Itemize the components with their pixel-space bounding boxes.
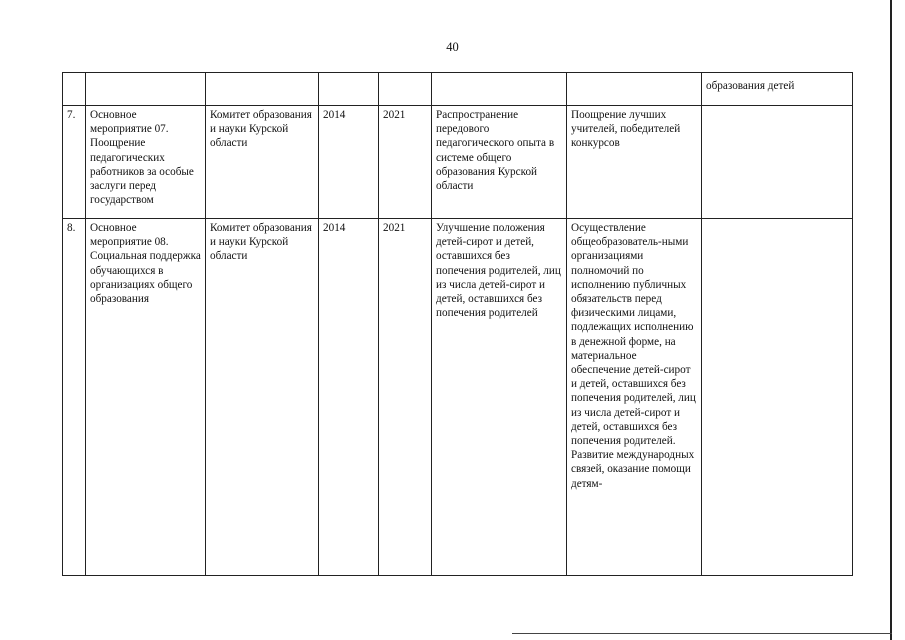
table-row [63, 219, 853, 576]
page-number: 40 [446, 40, 459, 54]
header-cell [86, 73, 206, 106]
start-year: 2014 [319, 106, 379, 219]
header-cell [319, 73, 379, 106]
event-name: Основное мероприятие 07. Поощрение педагогических работников за особые заслуги перед государством [86, 106, 206, 219]
end-year: 2021 [379, 106, 432, 219]
header-cell [206, 73, 319, 106]
header-cell-continuation: образования детей [702, 73, 853, 106]
scan-edge-right [890, 0, 892, 640]
table-row [63, 106, 853, 219]
program-table [62, 72, 853, 576]
indicator-link [702, 106, 853, 219]
row-number: 7. [63, 106, 86, 219]
main-directions: Поощрение лучших учителей, победителей конкурсов [567, 106, 702, 219]
indicator-link [702, 219, 853, 576]
header-cell [567, 73, 702, 106]
expected-result: Распространение передового педагогического опыта в системе общего образования Курской области [432, 106, 567, 219]
executor: Комитет образования и науки Курской области [206, 219, 319, 576]
executor: Комитет образования и науки Курской области [206, 106, 319, 219]
scan-edge-bottom [512, 633, 892, 634]
header-cell [63, 73, 86, 106]
start-year: 2014 [319, 219, 379, 576]
expected-result: Улучшение положения детей-сирот и детей, оставшихся без попечения родителей, лиц из числа детей-сирот и детей, оставшихся без попечения родителей [432, 219, 567, 576]
event-name: Основное мероприятие 08. Социальная поддержка обучающихся в организациях общего образования [86, 219, 206, 576]
end-year: 2021 [379, 219, 432, 576]
table-header-row [63, 73, 853, 106]
header-cell [432, 73, 567, 106]
main-directions: Осуществление общеобразователь-ными организациями полномочий по исполнению публичных обязательств перед физическими лицами, подлежащих исполнению в денежной форме, на материальное обеспечение детей-сирот и детей, оставшихся без попечения родителей, лиц из числа детей-сирот и детей, оставшихся без попечения родителей. Развитие международных связей, оказание помощи детям- [567, 219, 702, 576]
header-cell [379, 73, 432, 106]
row-number: 8. [63, 219, 86, 576]
